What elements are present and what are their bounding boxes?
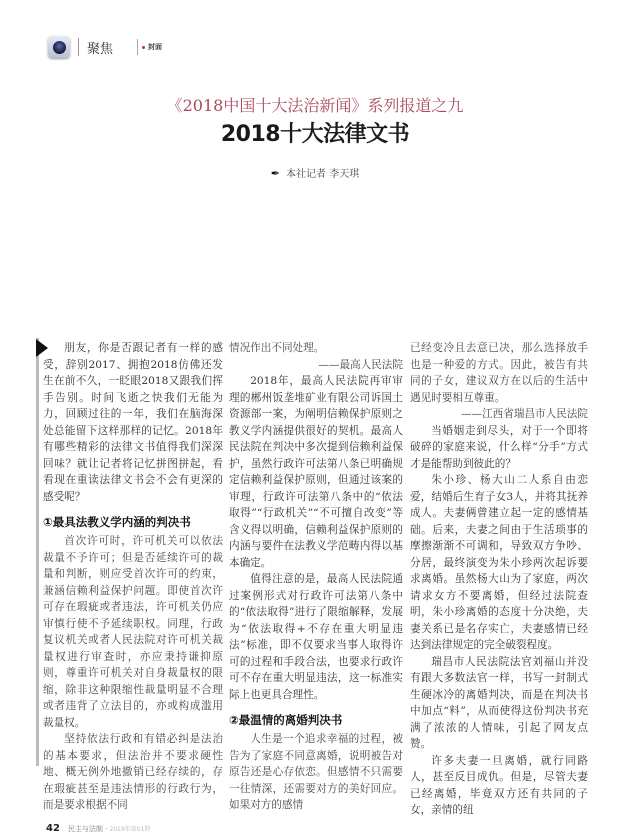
- pen-icon: ✒: [270, 167, 281, 180]
- byline: [0, 165, 630, 180]
- body-paragraph: 许多夫妻一旦离婚，就行同路人，甚至反目成仇。但是，尽管夫妻已经离婚，毕竟双方还有共同的子女，亲情的纽: [410, 754, 588, 816]
- quote-attribution: ——江西省瑞昌市人民法院: [460, 408, 588, 420]
- series-title: 《2018中国十大法治新闻》系列报道之九: [166, 96, 464, 115]
- page-number: 42: [46, 823, 60, 834]
- body-paragraph: 2018年，最高人民法院再审审理的郴州饭垄堆矿业有限公司诉国土资源部一案，为阐明信赖保护原则之教义学内涵提供很好的契机。最高人民法院在判决中多次提到信赖利益保护，虽然行政许可法第八条已明确规定信赖利益保护原则，但通过该案的审理，行政许可法第八条中的“依法取得”“行政机关”“不可擅自改变”等含义得以明确，信赖利益保护原则的内涵与要件在法教义学范畴内得以基本确定。: [229, 375, 403, 569]
- subsection-label: 封面: [148, 43, 163, 51]
- issue-number: 2019年第01期: [109, 826, 151, 833]
- quote-paragraph-continued: 已经变冷且去意已决，那么选择放手也是一种爱的方式。因此，被告有共同的子女，建议双方在以后的生活中遇见时要相互尊重。: [410, 342, 588, 404]
- quote-paragraph: 人生是一个追求幸福的过程，被告为了家庭不同意离婚，说明被告对原告还是心存依恋。但感情不只需要一往情深，还需要对方的美好回应。如果对方的感情: [229, 733, 403, 811]
- section-heading-2: ②最温情的离婚判决书: [229, 713, 343, 727]
- quote-paragraph: 首次许可时，许可机关可以依法裁量不予许可；但是否延续许可的裁量和判断，则应受首次许可的约束，兼涵信赖利益保护问题。即使首次许可存在瑕疵或者违法，许可机关仍应审慎行使不予延续职权。同理，行政复议机关或者人民法院对许可机关裁量权进行审查时，亦应秉持谦抑原则，尊重许可机关对自身裁量权的限缩，除非这种限缩性裁量明显不合理或者违背了立法目的，亦或构成滥用裁量权。: [43, 535, 223, 729]
- body-paragraph: 当婚姻走到尽头，对于一个即将破碎的家庭来说，什么样“分手”方式才是能帮助到彼此的？: [410, 424, 588, 470]
- quote-paragraph-continued: 情况作出不同处理。: [229, 342, 325, 354]
- accent-dot-icon: [142, 46, 145, 49]
- section-heading-1: ①最具法教义学内涵的判决书: [43, 515, 191, 529]
- column-bar: [36, 338, 39, 766]
- byline-text: 本社记者 李天琪: [286, 169, 360, 180]
- body-paragraph: 瑞昌市人民法院法官刘福山并没有跟大多数法官一样，书写一封制式生硬冰冷的离婚判决，而是在判决书中加点“料”，从而使得这份判决书充满了浓浓的人情味，引起了网友点赞。: [410, 655, 588, 750]
- page-footer: [46, 823, 150, 834]
- lens-logo-icon: [48, 36, 70, 58]
- magazine-name: 民主与法制 ·: [67, 825, 108, 833]
- column-2: [229, 340, 403, 814]
- section-header: [48, 34, 162, 60]
- divider: [137, 39, 138, 55]
- quote-attribution: ——最高人民法院: [318, 358, 403, 371]
- column-1: [43, 340, 223, 814]
- body-paragraph: 朱小珍、杨大山二人系自由恋爱，结婚后生育子女3人，并将其抚养成人。夫妻俩曾建立起一定的感情基础。后来，夫妻之间由于生活琐事的摩擦渐渐不可调和，导致双方争吵、分居，最终演变为朱小珍两次起诉要求离婚。虽然杨大山为了家庭，两次请求女方不要离婚，但经过法院查明，朱小珍离婚的态度十分决绝，夫妻关系已是名存实亡，夫妻感情已经达到法律规定的完全破裂程度。: [410, 474, 588, 651]
- intro-paragraph: 朋友，你是否跟记者有一样的感受，辞别2017、拥抱2018仿佛还发生在前不久，一眨眼2018又跟我们挥手告别。时间飞逝之快我们无能为力，回顾过往的一年，我们在脑海深处总能留下这样那样的记忆。2018年有哪些精彩的法律文书值得我们深深回味？就让记者将记忆拼图拼起，看看现在重读法律文书会不会有更深的感受呢？: [43, 342, 223, 503]
- section-label: 聚焦: [87, 41, 114, 57]
- quote-paragraph: 坚持依法行政和有错必纠是法治的基本要求，但法治并不要求硬性地、概无例外地撤销已经存续的，存在瑕疵甚至是违法情形的行政行为，而是要求根据不同: [43, 733, 223, 811]
- divider: [78, 38, 79, 56]
- column-3: [410, 340, 588, 819]
- article-title: 2018十大法律文书: [220, 122, 410, 147]
- body-paragraph: 值得注意的是，最高人民法院通过案例形式对行政许可法第八条中的“依法取得”进行了限缩解释，发展为“依法取得+不存在重大明显违法”标准，即不仅要求当事人取得许可的过程和手段合法，也要求行政许可不存在重大明显违法，这一标准实际上也更具合理性。: [229, 573, 403, 701]
